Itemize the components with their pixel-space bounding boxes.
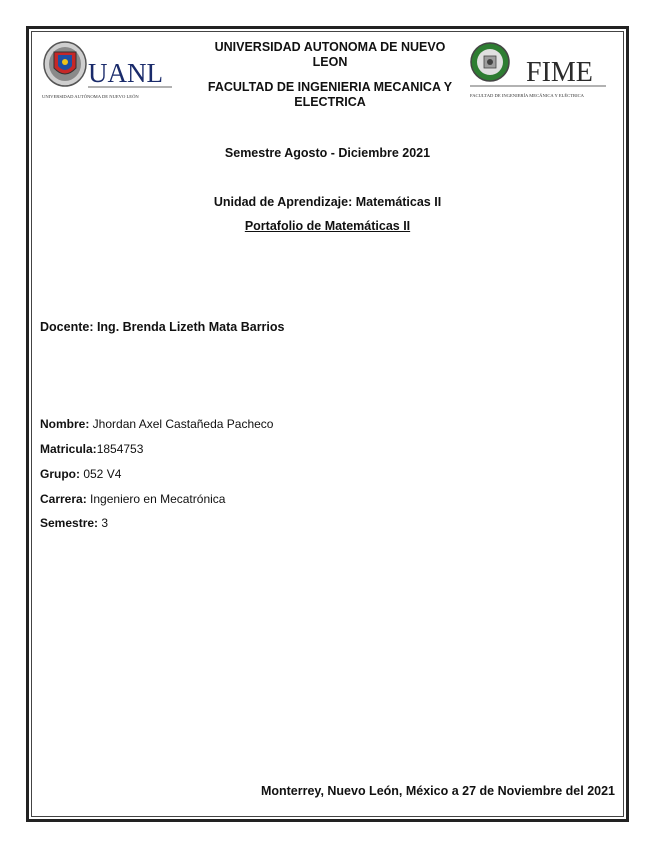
student-semester-line	[40, 516, 108, 530]
university-name-line1: UNIVERSIDAD AUTONOMA DE NUEVO	[214, 40, 446, 54]
student-group-value: 052 V4	[80, 467, 122, 481]
fime-logo	[468, 38, 608, 104]
university-name-line2: LEON	[312, 55, 348, 69]
uanl-logo	[40, 40, 180, 106]
unit-title: Unidad de Aprendizaje: Matemáticas II	[213, 195, 442, 209]
faculty-name-line2: ELECTRICA	[294, 95, 366, 109]
faculty-name-line1: FACULTAD DE INGENIERIA MECANICA Y	[207, 80, 453, 94]
student-id-line	[40, 442, 143, 456]
svg-text:UANL: UANL	[88, 58, 163, 88]
student-id-label: Matricula:	[40, 442, 97, 456]
student-id-value: 1854753	[96, 442, 144, 456]
student-career-line	[40, 492, 225, 506]
portfolio-title: Portafolio de Matemáticas II	[244, 219, 411, 233]
student-career-value: Ingeniero en Mecatrónica	[86, 492, 226, 506]
student-group-label: Grupo:	[40, 467, 80, 481]
student-career-label: Carrera:	[40, 492, 87, 506]
student-semester-value: 3	[98, 516, 109, 530]
svg-text:FACULTAD DE INGENIERÍA MECÁNIC: FACULTAD DE INGENIERÍA MECÁNICA Y ELÉCTRICA	[470, 93, 585, 98]
student-name-label: Nombre:	[40, 417, 90, 431]
footer-place-date: Monterrey, Nuevo León, México a 27 de Noviembre del 2021	[260, 784, 615, 798]
student-name-line	[40, 417, 273, 431]
student-semester-label: Semestre:	[40, 516, 99, 530]
svg-text:FIME: FIME	[526, 57, 593, 88]
student-name-value: Jhordan Axel Castañeda Pacheco	[89, 417, 274, 431]
semester-title: Semestre Agosto - Diciembre 2021	[224, 146, 431, 160]
student-group-line	[40, 467, 121, 481]
teacher-line: Docente: Ing. Brenda Lizeth Mata Barrios	[40, 320, 285, 334]
svg-text:UNIVERSIDAD AUTÓNOMA DE NUEVO: UNIVERSIDAD AUTÓNOMA DE NUEVO LEÓN	[42, 94, 139, 99]
